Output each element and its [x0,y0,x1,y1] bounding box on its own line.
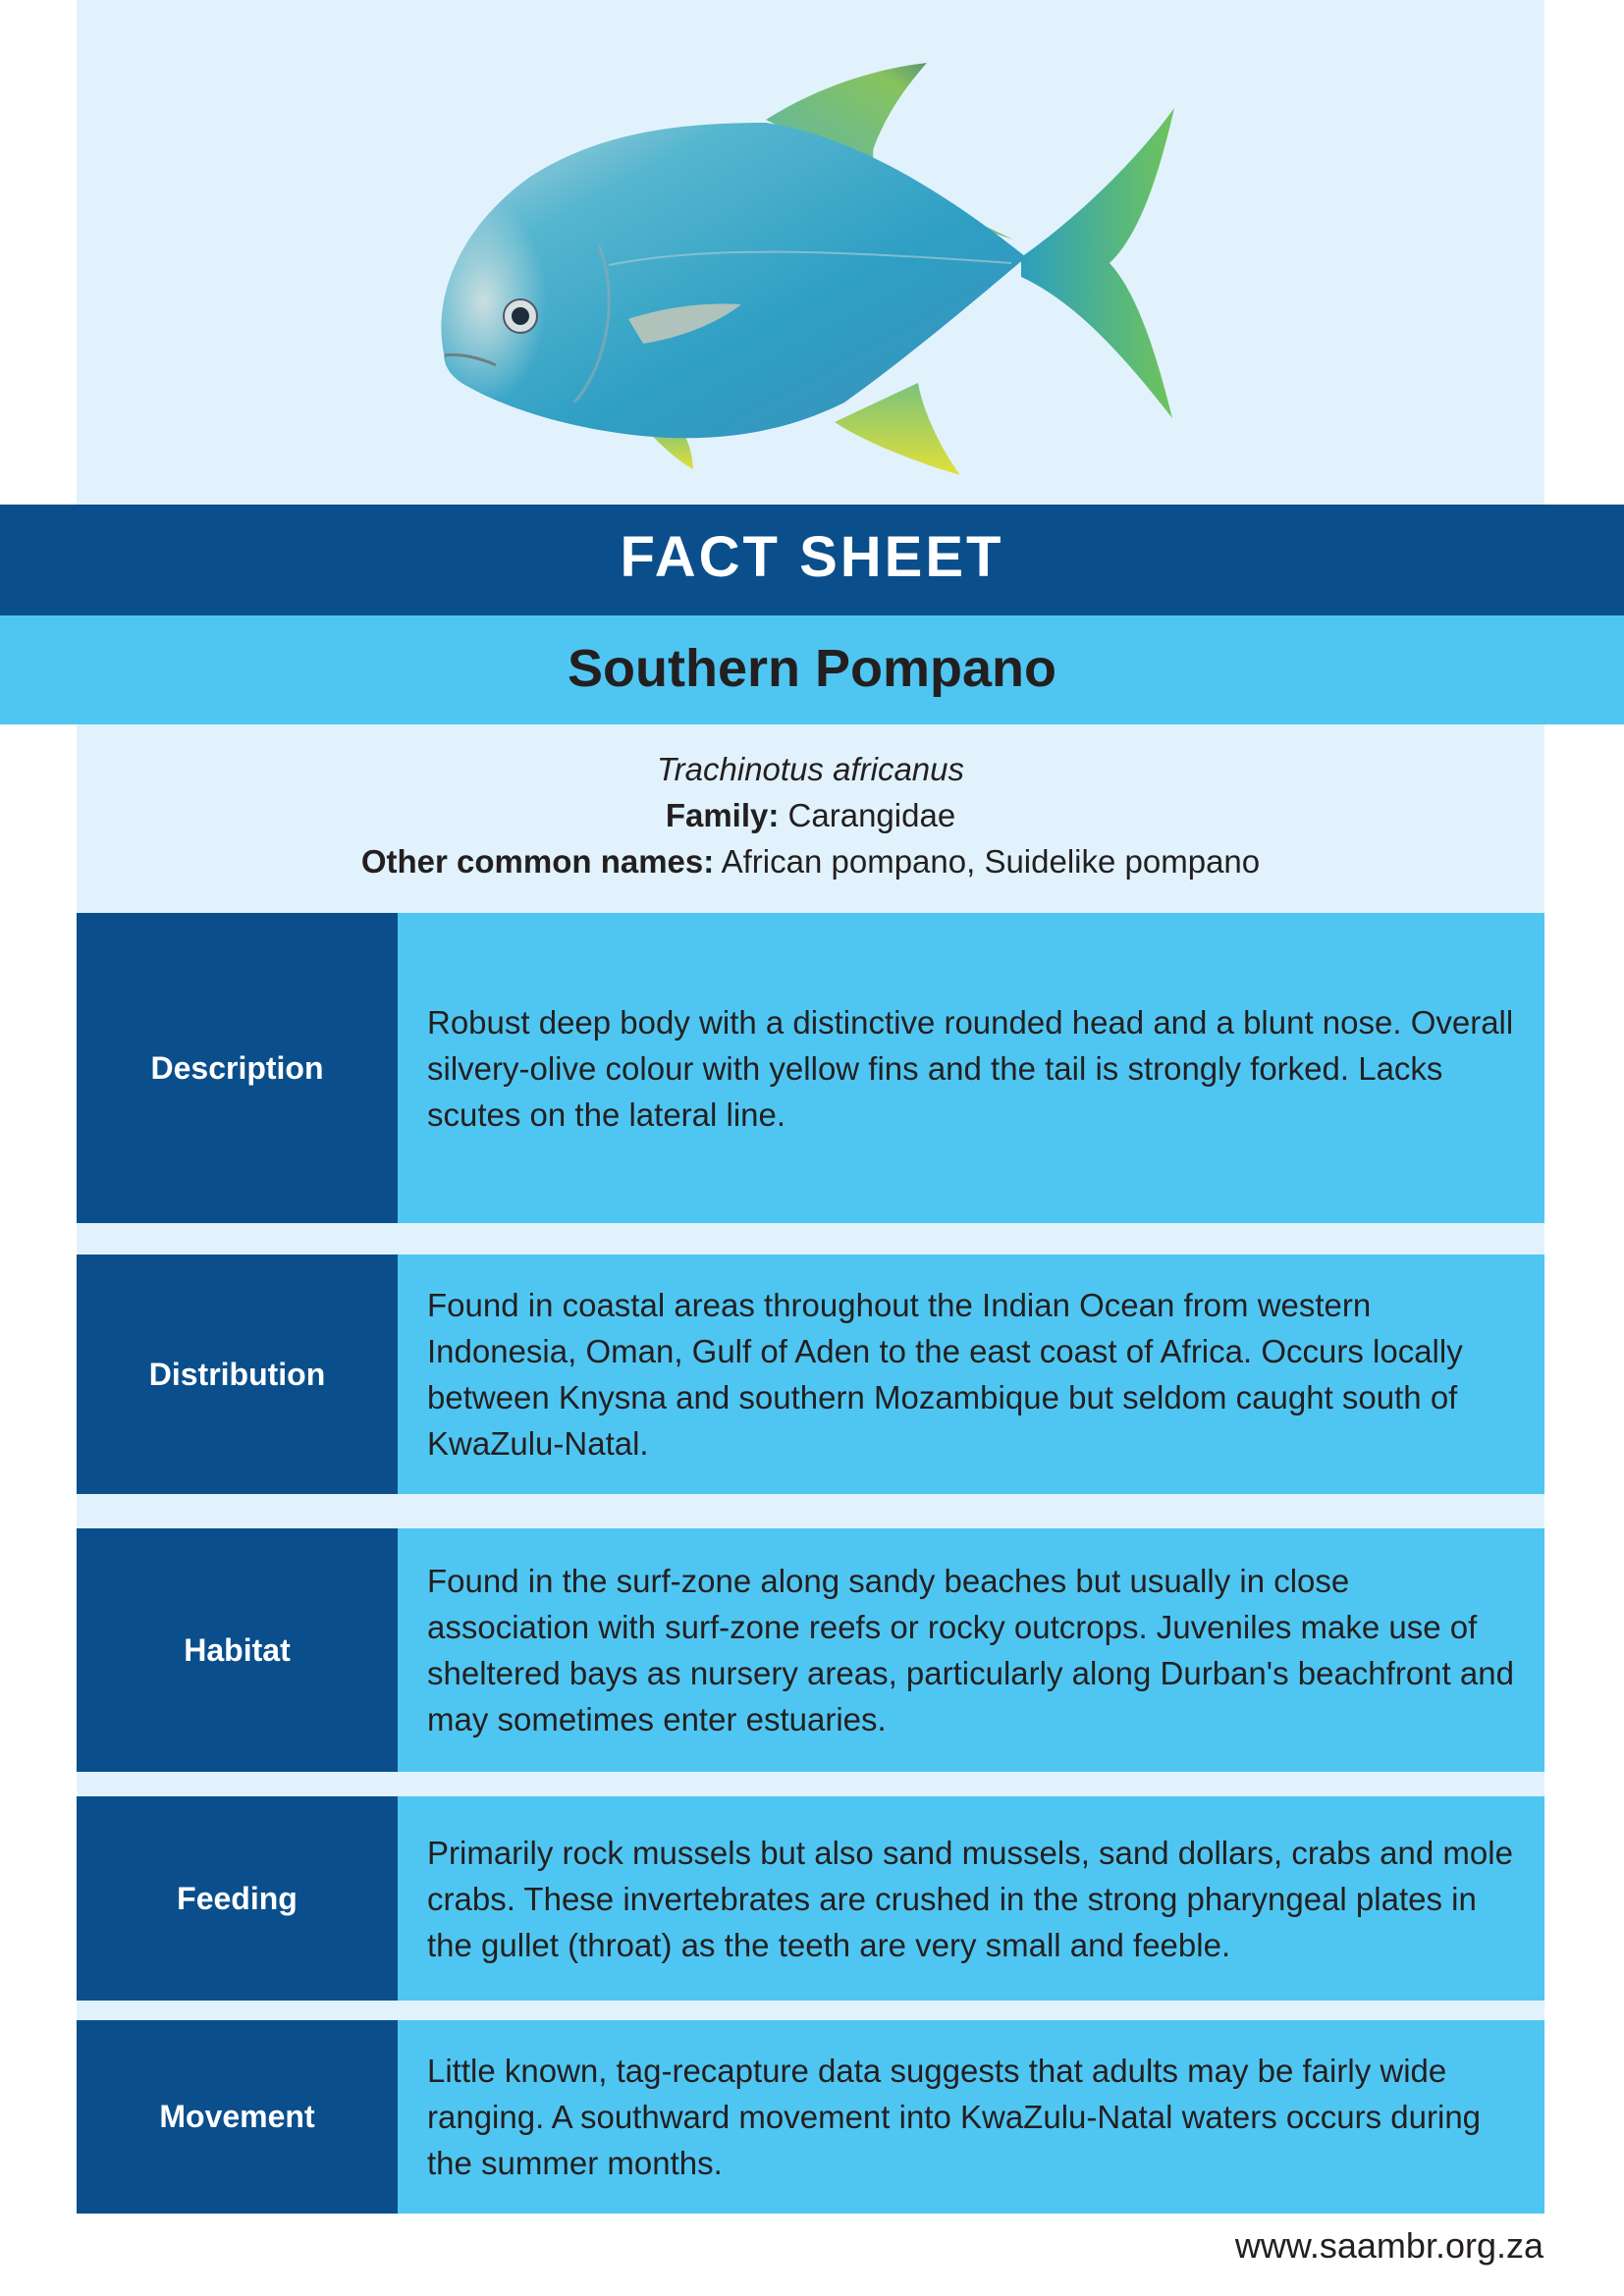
section-description [77,913,1544,1223]
family-value: Carangidae [787,797,956,833]
section-content [398,913,1544,1223]
section-feeding [77,1796,1544,2001]
common-names-line [77,838,1544,884]
page-title: FACT SHEET [620,524,1004,589]
section-content [398,1796,1544,2001]
section-content [398,1255,1544,1494]
family-line [77,792,1544,838]
section-text: Primarily rock mussels but also sand mussels, sand dollars, crabs and mole crabs. These invertebrates are crushed in the strong pharyngeal plates in the gullet (throat) as the teeth are very small and feeble. [427,1834,1513,1963]
common-names-label: Other common names: [360,843,715,880]
section-label: Distribution [77,1255,398,1494]
hero-image [77,0,1544,505]
website-link[interactable]: www.saambr.org.za [1234,2225,1543,2266]
section-text: Robust deep body with a distinctive rounded head and a blunt nose. Overall silvery-olive colour with yellow fins and the tail is strongly forked. Lacks scutes on the lateral line. [427,1003,1514,1133]
fish-illustration [77,0,1544,505]
section-text: Found in coastal areas throughout the Indian Ocean from western Indonesia, Oman, Gulf of Aden to the east coast of Africa. Occurs locally between Knysna and southern Mozambique but seldom caught south of KwaZulu-Natal. [427,1287,1463,1462]
section-distribution [77,1255,1544,1494]
section-label: Feeding [77,1796,398,2001]
section-label: Description [77,913,398,1223]
fact-sheet-banner [0,505,1624,615]
section-movement [77,2020,1544,2214]
section-content [398,1528,1544,1772]
family-label: Family: [665,797,780,833]
section-label: Movement [77,2020,398,2214]
section-habitat [77,1528,1544,1772]
species-meta [77,746,1544,884]
section-text: Found in the surf-zone along sandy beaches but usually in close association with surf-zone reefs or rocky outcrops. Juveniles make use of sheltered bays as nursery areas, particularly along Durban's beachfront and may sometimes enter estuaries. [427,1563,1514,1737]
section-text: Little known, tag-recapture data suggests that adults may be fairly wide ranging. A southward movement into KwaZulu-Natal waters occurs during the summer months. [427,2053,1482,2181]
section-label: Habitat [77,1528,398,1772]
common-names-value: African pompano, Suidelike pompano [721,843,1261,880]
species-banner [0,615,1624,724]
species-name: Southern Pompano [568,638,1056,698]
section-content [398,2020,1544,2214]
scientific-name: Trachinotus africanus [656,751,965,787]
